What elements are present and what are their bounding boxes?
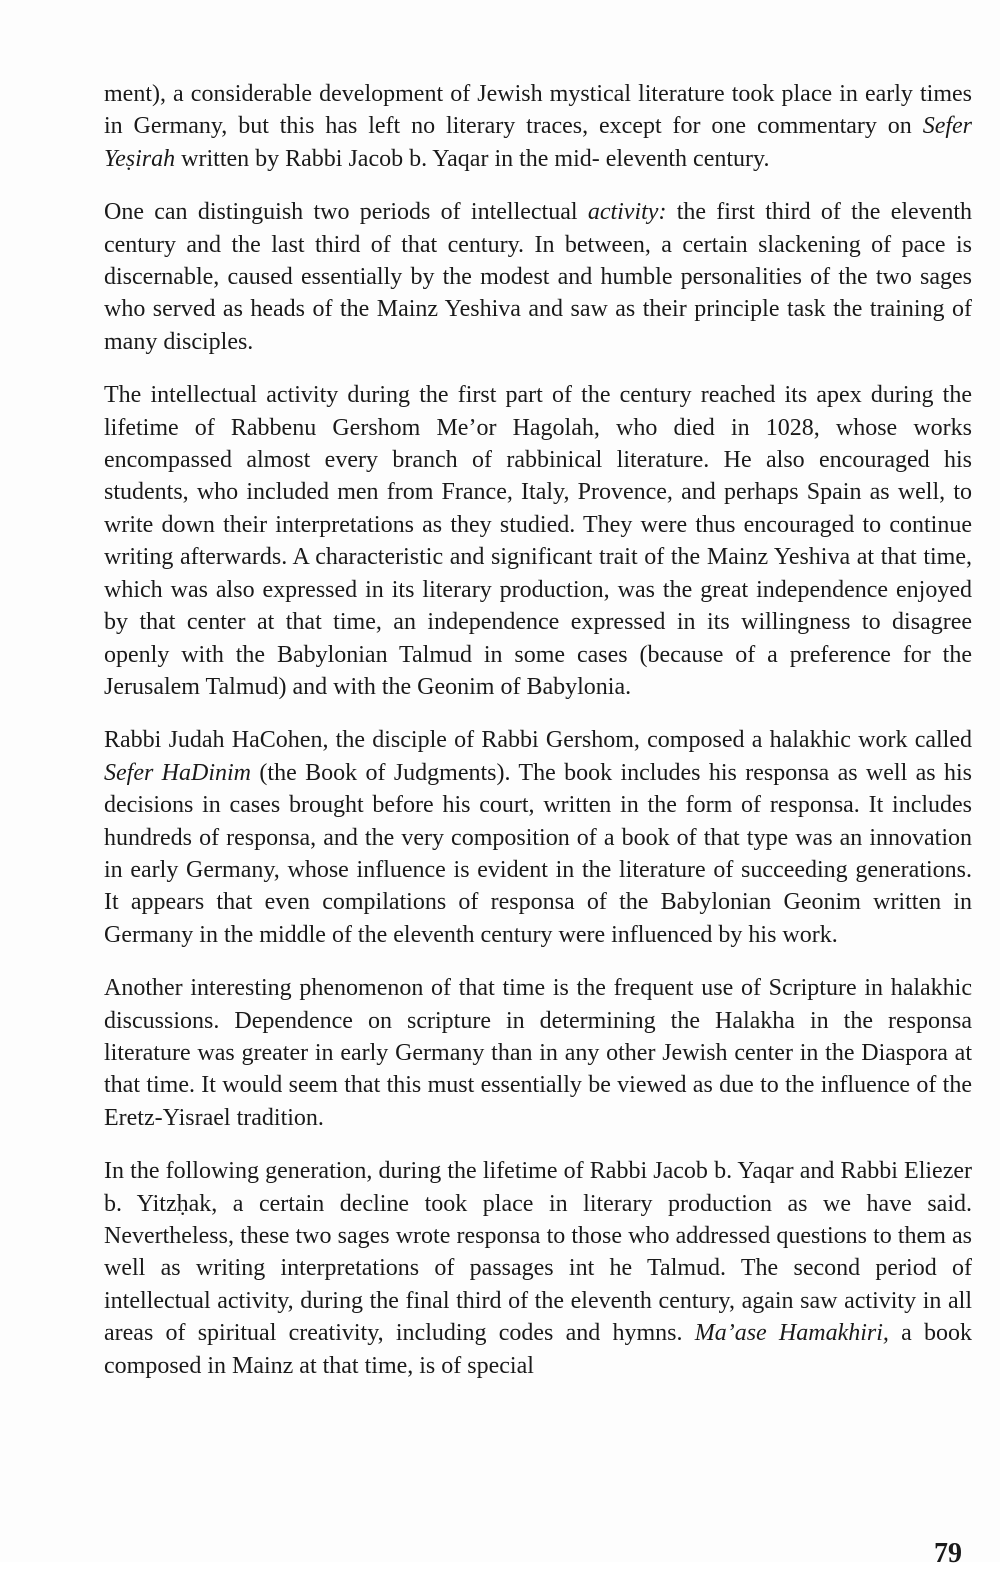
paragraph: In the following generation, during the lifetime of Rabbi Jacob b. Yaqar and Rabbi Eliezer b. Yitzḥak, a certain decline took place in literary production as we have said. Nevertheless, these two sages wrote responsa to those who addressed questions to them as well as writing interpretations of passages int he Talmud. The second period of intellectual activity, during the final third of the eleventh century, again saw activity in all areas of spiritual creativity, including codes and hymns. Ma’ase Hamakhiri, a book composed in Mainz at that time, is of special bbox=[104, 1158, 972, 1379]
body-text bbox=[104, 78, 972, 1403]
paragraph: One can distinguish two periods of intellectual activity: the first third of the eleventh century and the last third of that century. In between, a certain slackening of pace is discernable, caused essentially by the modest and humble personalities of the two sages who served as heads of the Mainz Yeshiva and saw as their principle task the training of many disciples. bbox=[104, 199, 972, 355]
paragraph: ment), a considerable development of Jewish mystical literature took place in early times in Germany, but this has left no literary traces, except for one commentary on Sefer Yeṣirah written by Rabbi Jacob b. Yaqar in the mid- eleventh century. bbox=[104, 81, 972, 172]
paragraph: Another interesting phenomenon of that time is the frequent use of Scripture in halakhic discussions. Dependence on scripture in determining the Halakha in the responsa literature was greater in early Germany than in any other Jewish center in the Diaspora at that time. It would seem that this must essentially be viewed as due to the influence of the Eretz-Yisrael tradition. bbox=[104, 975, 972, 1131]
book-title-italic: Ma’ase Hamakhiri, bbox=[694, 1320, 889, 1347]
page-number: 79 bbox=[934, 1538, 962, 1569]
paragraph: Rabbi Judah HaCohen, the disciple of Rabbi Gershom, composed a halakhic work called Sefer HaDinim (the Book of Judgments). The book includes his responsa as well as his decisions in cases brought before his court, written in the form of responsa. It includes hundreds of responsa, and the very composition of a book of that type was an innovation in early Germany, whose influence is evident in the literature of succeeding generations. It appears that even compilations of responsa of the Babylonian Geonim written in Germany in the middle of the eleventh century were influenced by his work. bbox=[104, 727, 972, 948]
paragraph: The intellectual activity during the first part of the century reached its apex during the lifetime of Rabbenu Gershom Me’or Hagolah, who died in 1028, whose works encompassed almost every branch of rabbinical literature. He also encouraged his students, who included men from France, Italy, Provence, and perhaps Spain as well, to write down their interpretations as they studied. They were thus encouraged to continue writing afterwards. A characteristic and significant trait of the Mainz Yeshiva at that time, which was also expressed in its literary production, was the great independence enjoyed by that center at that time, an independence expressed in its willingness to disagree openly with the Babylonian Talmud in some cases (because of a preference for the Jerusalem Talmud) and with the Geonim of Babylonia. bbox=[104, 382, 972, 700]
book-title-italic: Sefer HaDinim bbox=[104, 759, 252, 786]
book-title-italic: Sefer Yeṣirah bbox=[104, 113, 972, 172]
emphasis-italic: activity: bbox=[587, 199, 667, 226]
